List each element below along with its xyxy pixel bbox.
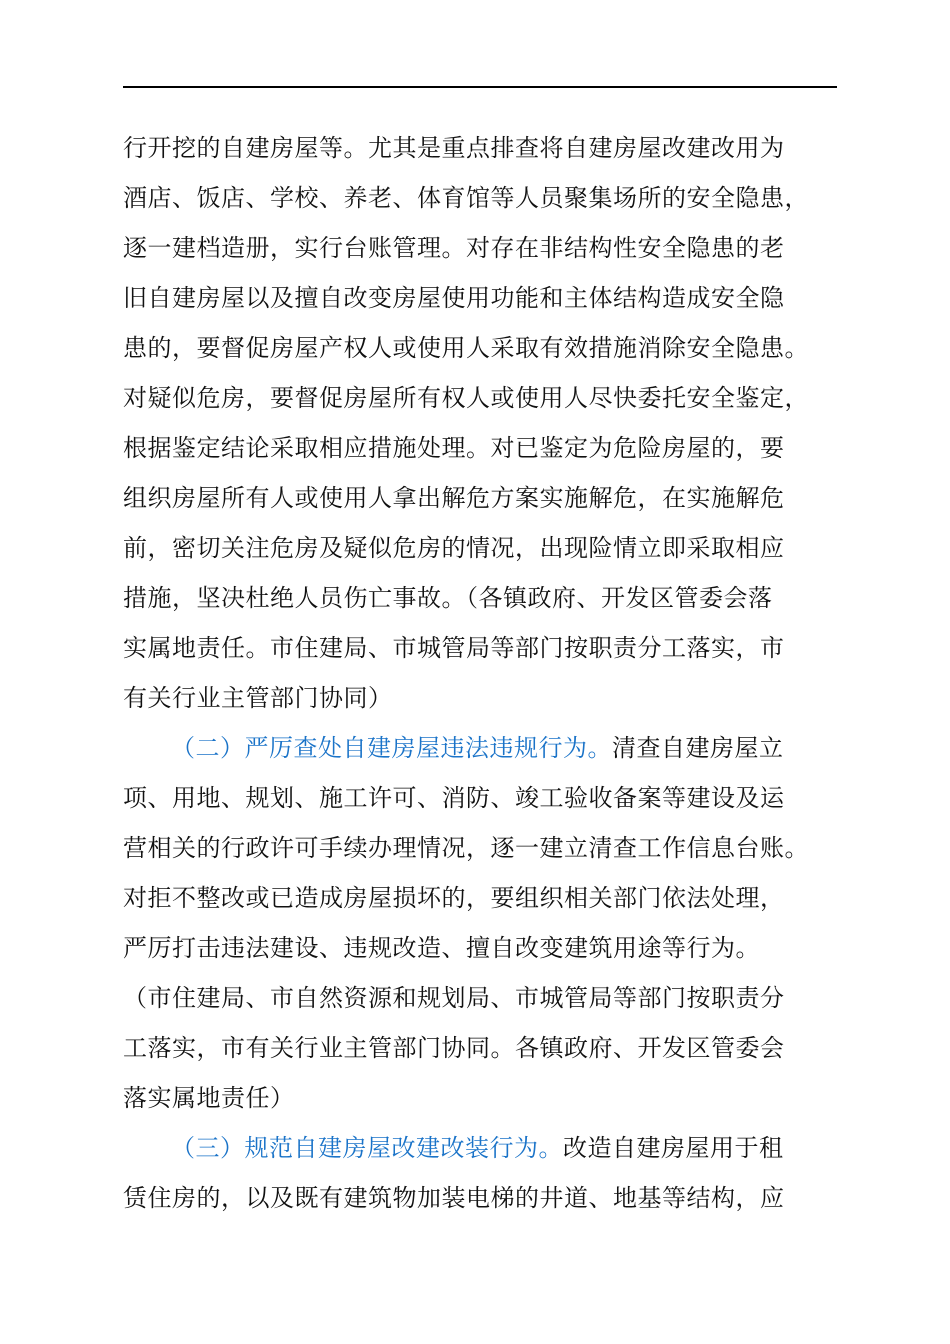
- paragraph-line: 实属地责任。市住建局、市城管局等部门按职责分工落实，市: [123, 634, 785, 662]
- section-3-first-line: [171, 1132, 784, 1164]
- section-2-first-line: [171, 732, 784, 764]
- paragraph-line: 旧自建房屋以及擅自改变房屋使用功能和主体结构造成安全隐: [123, 284, 785, 312]
- paragraph-line: 赁住房的，以及既有建筑物加装电梯的井道、地基等结构，应: [123, 1184, 785, 1212]
- paragraph-line: （市住建局、市自然资源和规划局、市城管局等部门按职责分: [123, 984, 785, 1012]
- paragraph-line: 酒店、饭店、学校、养老、体育馆等人员聚集场所的安全隐患，: [123, 184, 809, 212]
- paragraph-line: 营相关的行政许可手续办理情况，逐一建立清查工作信息台账。: [123, 834, 809, 862]
- paragraph-line: 落实属地责任）: [123, 1084, 295, 1112]
- section-3-heading: （三）规范自建房屋改建改装行为。: [171, 1134, 563, 1162]
- paragraph-line: 逐一建档造册，实行台账管理。对存在非结构性安全隐患的老: [123, 234, 785, 262]
- paragraph-line: 对疑似危房，要督促房屋所有权人或使用人尽快委托安全鉴定，: [123, 384, 809, 412]
- paragraph-line: 组织房屋所有人或使用人拿出解危方案实施解危，在实施解危: [123, 484, 785, 512]
- paragraph-line: 措施，坚决杜绝人员伤亡事故。（各镇政府、开发区管委会落: [123, 584, 773, 612]
- paragraph-line: 有关行业主管部门协同）: [123, 684, 393, 712]
- paragraph-line: 行开挖的自建房屋等。尤其是重点排查将自建房屋改建改用为: [123, 134, 785, 162]
- paragraph-line: 项、用地、规划、施工许可、消防、竣工验收备案等建设及运: [123, 784, 785, 812]
- paragraph-line: 工落实，市有关行业主管部门协同。各镇政府、开发区管委会: [123, 1034, 785, 1062]
- section-2-text: 清查自建房屋立: [612, 734, 784, 762]
- paragraph-line: 对拒不整改或已造成房屋损坏的，要组织相关部门依法处理，: [123, 884, 785, 912]
- paragraph-line: 患的，要督促房屋产权人或使用人采取有效措施消除安全隐患。: [123, 334, 809, 362]
- section-2-heading: （二）严厉查处自建房屋违法违规行为。: [171, 734, 612, 762]
- paragraph-line: 前，密切关注危房及疑似危房的情况，出现险情立即采取相应: [123, 534, 785, 562]
- paragraph-line: 根据鉴定结论采取相应措施处理。对已鉴定为危险房屋的，要: [123, 434, 785, 462]
- paragraph-line: 严厉打击违法建设、违规改造、擅自改变建筑用途等行为。: [123, 934, 760, 962]
- section-3-text: 改造自建房屋用于租: [563, 1134, 784, 1162]
- header-rule: [123, 86, 837, 88]
